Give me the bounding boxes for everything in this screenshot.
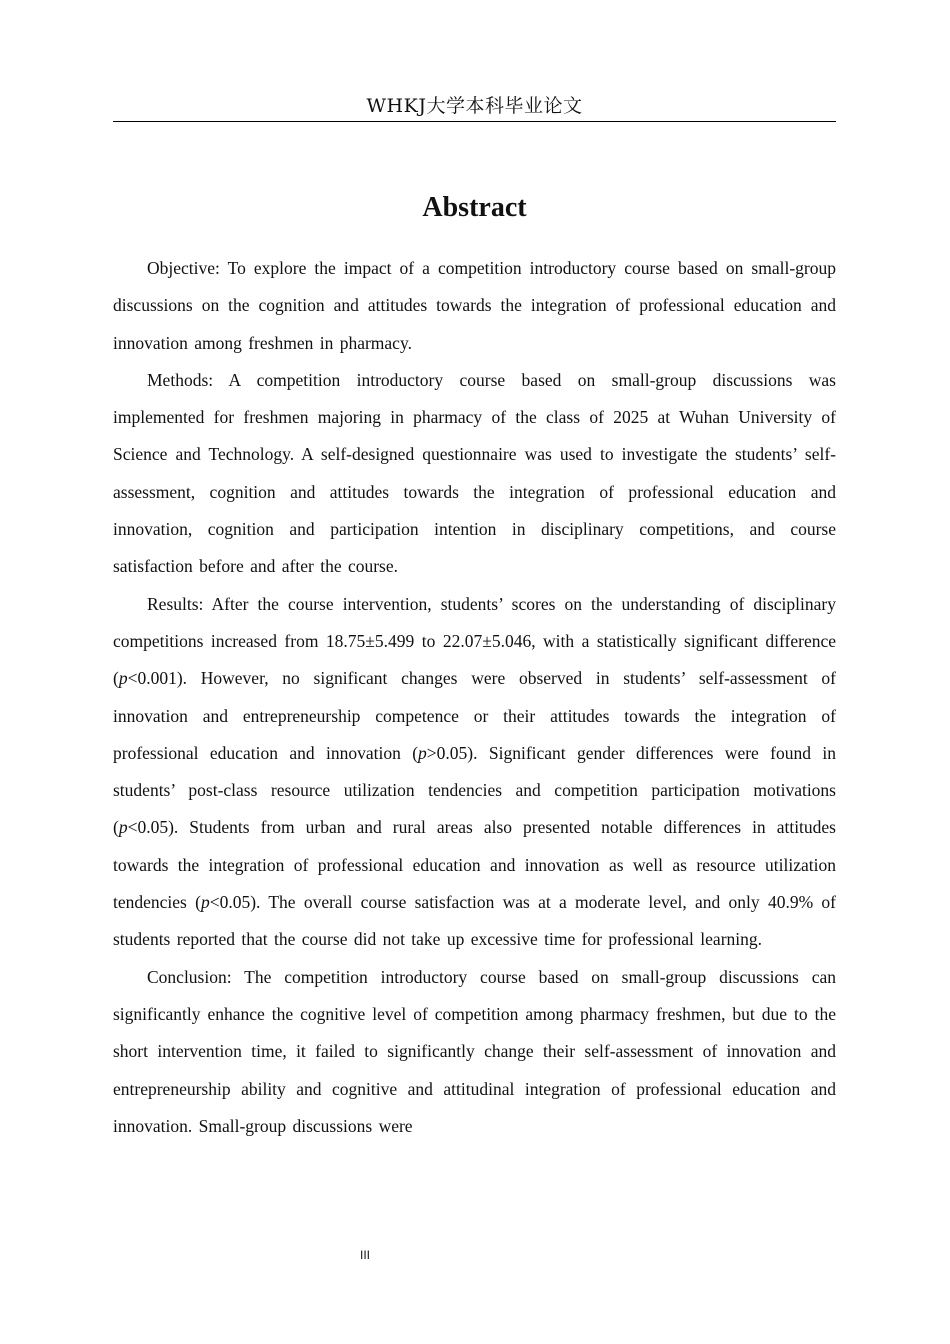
methods-paragraph: Methods: A competition introductory course based on small-group discussions was implemented for freshmen majoring in pharmacy of the class of 2025 at Wuhan University of Science and Technology. A self-designed questionnaire was used to investigate the students’ self-assessment, cognition and attitudes towards the integration of professional education and innovation, cognition and participation intention in disciplinary competitions, and course satisfaction before and after the course. bbox=[113, 369, 836, 577]
page-title: Abstract bbox=[422, 192, 527, 223]
p-value-symbol: p bbox=[200, 892, 210, 913]
objective-paragraph: Objective: To explore the impact of a competition introductory course based on small-group discussions on the cognition and attitudes towards the integration of professional education and innovation among freshmen in pharmacy. bbox=[113, 258, 836, 353]
conclusion-paragraph: Conclusion: The competition introductory course based on small-group discussions can significantly enhance the cognitive level of competition among pharmacy freshmen, but due to the short intervention time, it failed to significantly change their self-assessment of innovation and entrepreneurship ability and cognitive and attitudinal integration of professional education and innovation. Small-group discussions were bbox=[113, 966, 836, 1136]
p-value-symbol: p bbox=[418, 742, 427, 763]
results-text-3: >0.05). Significant gender differences were found in students’ post-class resource utilization tendencies and competition participation motivations ( bbox=[113, 742, 837, 838]
header-title: WHKJ大学本科毕业论文 bbox=[366, 95, 583, 117]
page-number: III bbox=[359, 1248, 370, 1262]
results-text-4: <0.05). Students from urban and rural areas also presented notable differences in attitudes towards the integration of professional education and innovation as well as resource utilization tendencies ( bbox=[113, 817, 836, 913]
p-value-symbol: p bbox=[118, 817, 128, 838]
p-value-symbol: p bbox=[118, 668, 128, 689]
results-paragraph bbox=[113, 586, 836, 959]
results-text-5: <0.05). The overall course satisfaction was at a moderate level, and only 40.9% of students reported that the course did not take up excessive time for professional learning. bbox=[113, 892, 836, 950]
abstract-body bbox=[113, 250, 836, 1145]
running-header bbox=[113, 93, 836, 122]
results-text-1: Results: After the course intervention, students’ scores on the understanding of disciplinary competitions increased from 18.75±5.499 to 22.07±5.046, with a statistically significant difference ( bbox=[113, 593, 836, 689]
results-text-2: <0.001). However, no significant changes were observed in students’ self-assessment of innovation and entrepreneurship competence or their attitudes towards the integration of professional education and innovation ( bbox=[113, 668, 836, 763]
